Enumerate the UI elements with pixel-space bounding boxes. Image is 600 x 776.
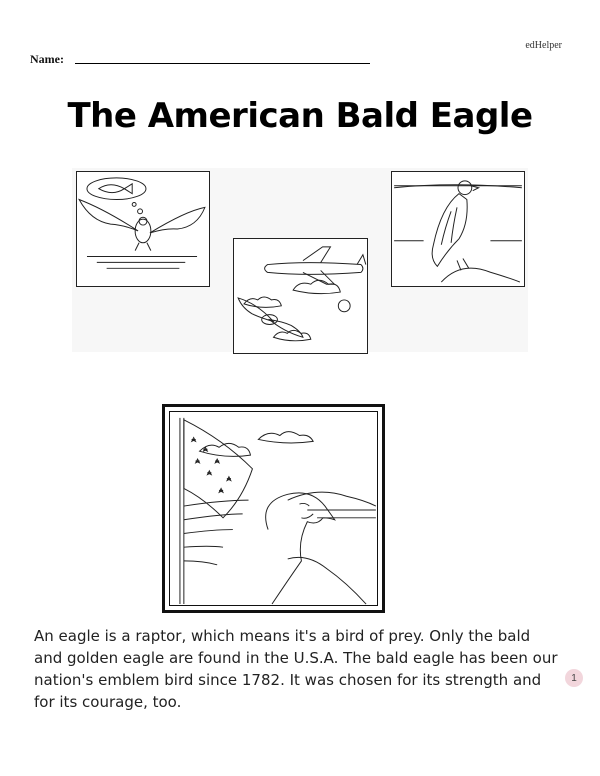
eagle-flag-icon <box>169 411 378 606</box>
name-field-line[interactable] <box>75 63 370 64</box>
brand-label: edHelper <box>525 40 562 51</box>
eagle-airplane-icon <box>233 238 368 354</box>
name-label: Name: <box>30 52 64 66</box>
page-title: The American Bald Eagle <box>67 96 533 136</box>
eagle-fish-icon <box>76 171 210 287</box>
perched-eagle-icon <box>391 171 525 287</box>
body-paragraph: An eagle is a raptor, which means it's a bird of prey. Only the bald and golden eagle are found in the U.S.A. The bald eagle has been our nation's emblem bird since 1782. It was chosen for its strength and for its courage, too. <box>34 627 558 711</box>
eagle-flag-frame <box>162 404 385 613</box>
page-number-badge: 1 <box>565 669 583 687</box>
